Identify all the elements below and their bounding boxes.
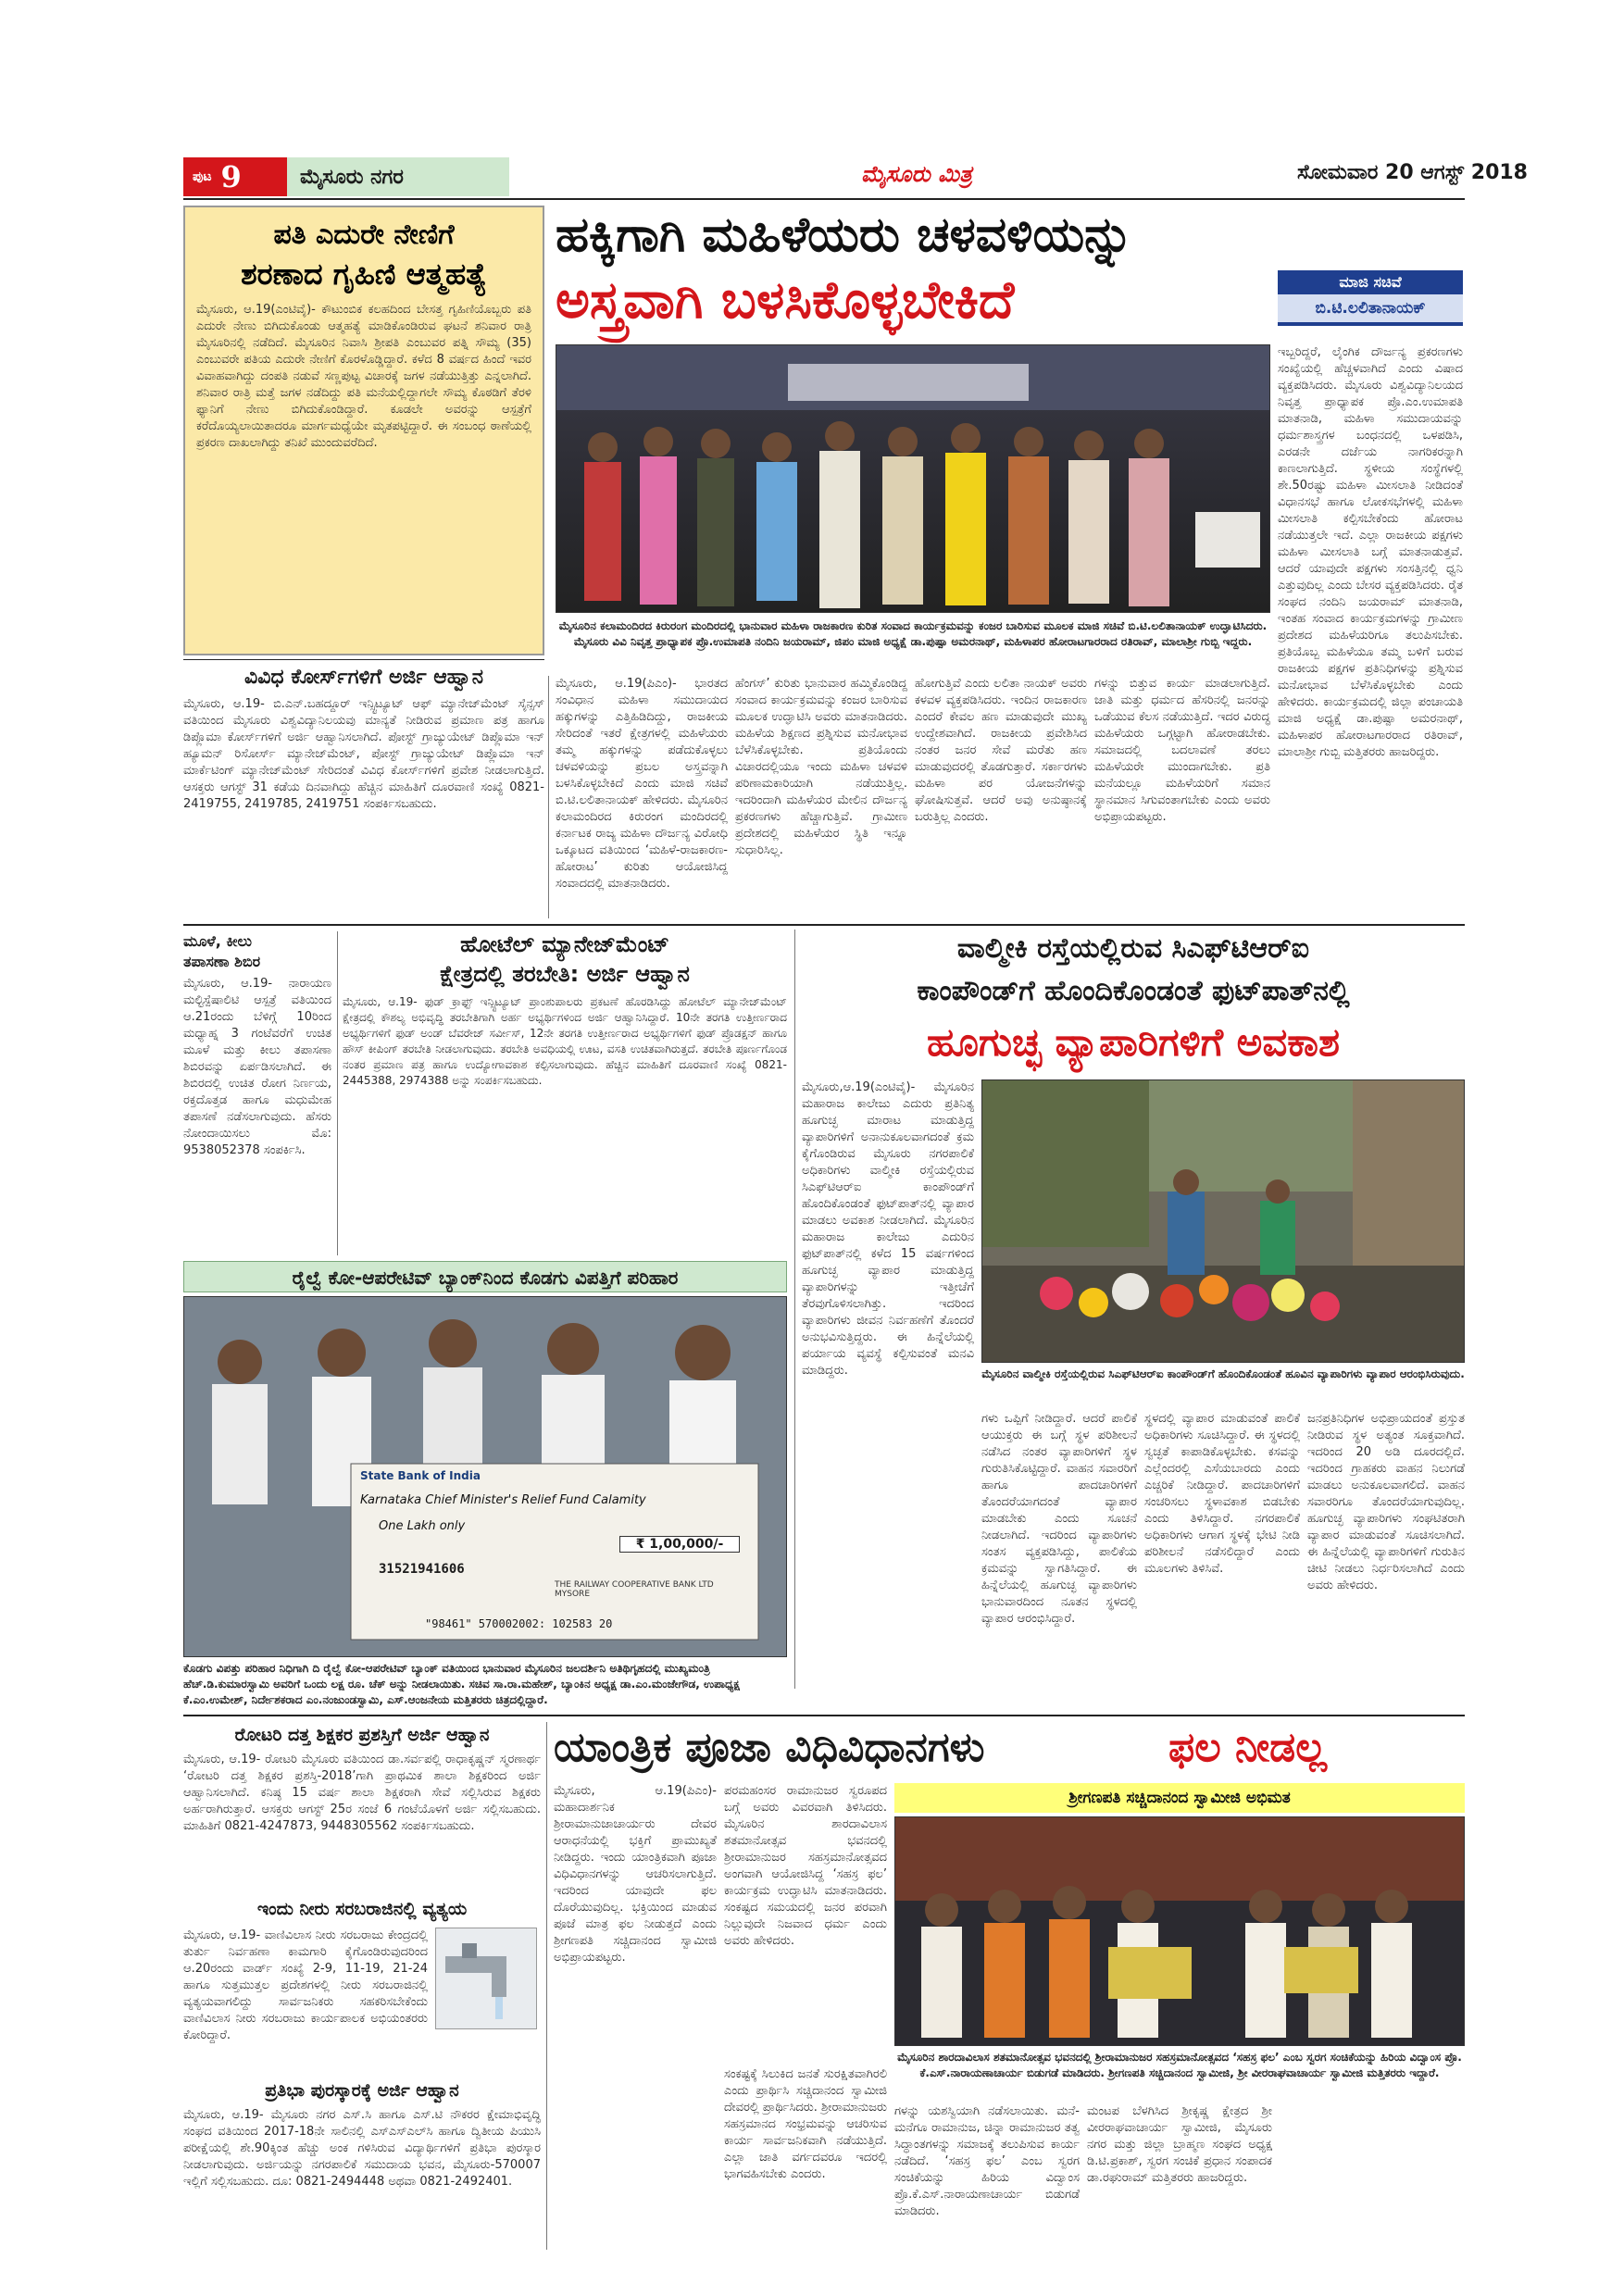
main-story-col-4: ಗಳನ್ನು ಬಿತ್ತುವ ಕಾರ್ಯ ಮಾಡಲಾಗುತ್ತಿದೆ. ಜಾತಿ ಮತ್ತು ಧರ್ಮದ ಹೆಸರಿನಲ್ಲಿ ಜನರನ್ನು ಒಡೆಯುವ ಕೆಲಸ ನಡೆಯುತ್ತಿದೆ. ಇದರ ವಿರುದ್ಧ ಮಹಿಳೆಯರು ಒಗ್ಗಟ್ಟಾಗಿ ಹೋರಾಡಬೇಕು. ಸಮಾಜದಲ್ಲಿ ಬದಲಾವಣೆ ತರಲು ಮಹಿಳೆಯರೇ ಮುಂದಾಗಬೇಕು. ಪ್ರತಿ ಮನೆಯಲ್ಲೂ ಮಹಿಳೆಯರಿಗೆ ಸಮಾನ ಸ್ಥಾನಮಾನ ಸಿಗುವಂತಾಗಬೇಕು ಎಂದು ಅವರು ಅಭಿಪ್ರಾಯಪಟ್ಟರು. — [1094, 677, 1270, 824]
footpath-col-0-cont — [802, 1565, 974, 1689]
cheque-payee: Karnataka Chief Minister's Relief Fund Calamity — [360, 1493, 646, 1507]
pratibha-headline: ಪ್ರತಿಭಾ ಪುರಸ್ಕಾರಕ್ಕೆ ಅರ್ಜಿ ಆಹ್ವಾನ — [265, 2080, 459, 2101]
hotel-headline-2: ಕ್ಷೇತ್ರದಲ್ಲಿ ತರಬೇತಿ: ಅರ್ಜಿ ಆಹ್ವಾನ — [440, 961, 690, 987]
railway-headline: ರೈಲ್ವೆ ಕೋ-ಆಪರೇಟಿವ್ ಬ್ಯಾಂಕ್‌ನಿಂದ ಕೊಡಗು ವಿಪತ್ತಿಗೆ ಪರಿಹಾರ — [292, 1267, 679, 1289]
pooja-divider — [546, 1722, 547, 2250]
cheque-drawer: THE RAILWAY COOPERATIVE BANK LTD MYSORE — [555, 1580, 714, 1599]
cheque-handover-photo — [183, 1296, 787, 1657]
main-story-col-3: ಹೋಗುತ್ತಿವೆ ಎಂದು ಲಲಿತಾ ನಾಯಕ್ ಅವರು ಕಳವಳ ವ್ಯಕ್ತಪಡಿಸಿದರು. ಇಂದಿನ ರಾಜಕಾರಣ ಎಂದರೆ ಕೇವಲ ಹಣ ಮಾಡುವುದೇ ಮುಖ್ಯ ಉದ್ದೇಶವಾಗಿದೆ. ರಾಜಕೀಯ ಪ್ರವೇಶಿಸಿದ ನಂತರ ಜನರ ಸೇವೆ ಮರೆತು ಹಣ ಮಾಡುವುದರಲ್ಲಿ ತೊಡಗುತ್ತಾರೆ. ಸರ್ಕಾರಗಳು ಮಹಿಳಾ ಪರ ಯೋಜನೆಗಳನ್ನು ಘೋಷಿಸುತ್ತವೆ. ಆದರೆ ಅವು ಅನುಷ್ಠಾನಕ್ಕೆ ಬರುತ್ತಿಲ್ಲ ಎಂದರು. — [915, 677, 1087, 824]
rotary-body: ಮೈಸೂರು, ಆ.19- ರೋಟರಿ ಮೈಸೂರು ವತಿಯಿಂದ ಡಾ.ಸರ್ವಪಲ್ಲಿ ರಾಧಾಕೃಷ್ಣನ್ ಸ್ಮರಣಾರ್ಥ ‘ರೋಟರಿ ದತ್ತ ಶಿಕ್ಷಕರ ಪ್ರಶಸ್ತಿ-2018’ಗಾಗಿ ಪ್ರಾಥಮಿಕ ಶಾಲಾ ಶಿಕ್ಷಕರಿಂದ ಅರ್ಜಿ ಆಹ್ವಾನಿಸಲಾಗಿದೆ. ಕನಿಷ್ಠ 15 ವರ್ಷ ಶಾಲಾ ಶಿಕ್ಷಕರಾಗಿ ಸೇವೆ ಸಲ್ಲಿಸಿರುವ ಶಿಕ್ಷಕರು ಅರ್ಹರಾಗಿರುತ್ತಾರೆ. ಆಸಕ್ತರು ಆಗಸ್ಟ್ 25ರ ಸಂಜೆ 6 ಗಂಟೆಯೊಳಗೆ ಅರ್ಜಿ ಸಲ್ಲಿಸಬಹುದು. ಮಾಹಿತಿಗೆ 0821-4247873, 9448305562 ಸಂಪರ್ಕಿಸಬಹುದು. — [183, 1753, 541, 1833]
page-label: ಪುಟ — [193, 169, 212, 184]
pooja-bottom-col-3: ಮಂಟಪ ಬೆಳಗಿಸಿದ ಶ್ರೀಕೃಷ್ಣ ಕ್ಷೇತ್ರದ ಶ್ರೀ ವೀರರಾಘವಾಚಾರ್ಯ ಸ್ವಾಮೀಜಿ, ಮೈಸೂರು ನಗರ ಮತ್ತು ಜಿಲ್ಲಾ ಬ್ರಾಹ್ಮಣ ಸಂಘದ ಅಧ್ಯಕ್ಷ ಡಿ.ಟಿ.ಪ್ರಕಾಶ್, ಸ್ವರಗ ಸಂಚಿಕೆ ಪ್ರಧಾನ ಸಂಪಾದಕ ಡಾ.ರಘುರಾಮ್ ಮತ್ತಿತರರು ಹಾಜರಿದ್ದರು. — [1087, 2104, 1272, 2185]
cheque-bank: State Bank of India — [360, 1469, 481, 1482]
women-group-illustration — [556, 345, 1270, 613]
pooja-headline-2: ಫಲ ನೀಡಲ್ಲ — [1168, 1724, 1327, 1771]
main-story-right-col: ಇಬ್ಬರಿದ್ದರೆ, ಲೈಂಗಿಕ ದೌರ್ಜನ್ಯ ಪ್ರಕರಣಗಳು ಸಂಖ್ಯೆಯಲ್ಲಿ ಹೆಚ್ಚಳವಾಗಿದೆ ಎಂದು ವಿಷಾದ ವ್ಯಕ್ತಪಡಿಸಿದರು. ಮೈಸೂರು ವಿಶ್ವವಿದ್ಯಾನಿಲಯದ ನಿವೃತ್ತ ಪ್ರಾಧ್ಯಾಪಕ ಪ್ರೊ.ಎಂ.ಉಮಾಪತಿ ಮಾತನಾಡಿ, ಮಹಿಳಾ ಸಮುದಾಯವನ್ನು ಧರ್ಮಶಾಸ್ತ್ರಗಳ ಬಂಧನದಲ್ಲಿ ಒಳಪಡಿಸಿ, ಎರಡನೇ ದರ್ಜೆಯ ನಾಗರಿಕರನ್ನಾಗಿ ಕಾಣಲಾಗುತ್ತಿದೆ. ಸ್ಥಳೀಯ ಸಂಸ್ಥೆಗಳಲ್ಲಿ ಶೇ.50ರಷ್ಟು ಮಹಿಳಾ ಮೀಸಲಾತಿ ನೀಡಿದಂತೆ ವಿಧಾನಸಭೆ ಹಾಗೂ ಲೋಕಸಭೆಗಳಲ್ಲಿ ಮಹಿಳಾ ಮೀಸಲಾತಿ ಕಲ್ಪಿಸಬೇಕೆಂದು ಹೋರಾಟ ನಡೆಯುತ್ತಲೇ ಇದೆ. ಎಲ್ಲಾ ರಾಜಕೀಯ ಪಕ್ಷಗಳು ಮಹಿಳಾ ಮೀಸಲಾತಿ ಬಗ್ಗೆ ಮಾತನಾಡುತ್ತವೆ. ಆದರೆ ಯಾವುದೇ ಪಕ್ಷಗಳು ಸಂಸತ್ತಿನಲ್ಲಿ ಧ್ವನಿ ಎತ್ತುವುದಿಲ್ಲ ಎಂದು ಬೇಸರ ವ್ಯಕ್ತಪಡಿಸಿದರು. ರೈತ ಸಂಘದ ನಂದಿನಿ ಜಯರಾಮ್ ಮಾತನಾಡಿ, ಇಂತಹ ಸಂವಾದ ಕಾರ್ಯಕ್ರಮಗಳನ್ನು ಗ್ರಾಮೀಣ ಪ್ರದೇಶದ ಮಹಿಳೆಯರಿಗೂ ತಲುಪಿಸಬೇಕು. ಪ್ರತಿಯೊಬ್ಬ ಮಹಿಳೆಯೂ ತಮ್ಮ ಬಳಿಗೆ ಬರುವ ರಾಜಕೀಯ ಪಕ್ಷಗಳ ಪ್ರತಿನಿಧಿಗಳನ್ನು ಪ್ರಶ್ನಿಸುವ ಮನೋಭಾವ ಬೆಳೆಸಿಕೊಳ್ಳಬೇಕು ಎಂದು ಹೇಳಿದರು. ಕಾರ್ಯಕ್ರಮದಲ್ಲಿ ಜಿಲ್ಲಾ ಪಂಚಾಯತಿ ಮಾಜಿ ಅಧ್ಯಕ್ಷೆ ಡಾ.ಪುಷ್ಪಾ ಅಮರನಾಥ್, ಮಹಿಳಾಪರ ಹೋರಾಟಗಾರರಾದ ರತಿರಾವ್, ಮಾಲಾಶ್ರೀ ಗುಬ್ಬಿ ಮತ್ತಿತರರು ಹಾಜರಿದ್ದರು. — [1278, 345, 1463, 759]
flower-vendors-caption: ಮೈಸೂರಿನ ವಾಲ್ಮೀಕಿ ರಸ್ತೆಯಲ್ಲಿರುವ ಸಿಎಫ್‌ಟಿಆರ್‌ಐ ಕಾಂಪೌಂಡ್‌ಗೆ ಹೊಂದಿಕೊಂಡಂತೆ ಹೂವಿನ ವ್ಯಾಪಾರಿಗಳು ವ್ಯಾಪಾರ ಆರಂಭಿಸಿರುವುದು. — [981, 1367, 1465, 1380]
rotary-headline: ರೋಟರಿ ದತ್ತ ಶಿಕ್ಷಕರ ಪ್ರಶಸ್ತಿಗೆ ಅರ್ಜಿ ಆಹ್ವಾನ — [234, 1725, 490, 1745]
suicide-story-box — [183, 206, 544, 655]
courses-body: ಮೈಸೂರು, ಆ.19- ಬಿ.ಎನ್.ಬಹದ್ದೂರ್ ಇನ್ಸ್ಟಿಟ್ಯೂಟ್ ಆಫ್ ಮ್ಯಾನೇಜ್‌ಮೆಂಟ್ ಸೈನ್ಸಸ್ ವತಿಯಿಂದ ಮೈಸೂರು ವಿಶ್ವವಿದ್ಯಾನಿಲಯವು ಮಾನ್ಯತೆ ನೀಡಿರುವ ಪ್ರಮಾಣ ಪತ್ರ ಹಾಗೂ ಡಿಪ್ಲೊಮಾ ಕೋರ್ಸ್‌ಗಳಿಗೆ ಅರ್ಜಿ ಆಹ್ವಾನಿಸಲಾಗಿದೆ. ಪೋಸ್ಟ್ ಗ್ರಾಜ್ಯುಯೇಟ್ ಡಿಪ್ಲೊಮಾ ಇನ್ ಹ್ಯೂಮನ್ ರಿಸೋರ್ಸ್ ಮ್ಯಾನೇಜ್‌ಮೆಂಟ್, ಪೋಸ್ಟ್ ಗ್ರಾಜ್ಯುಯೇಟ್ ಡಿಪ್ಲೊಮಾ ಇನ್ ಮಾರ್ಕೆಟಿಂಗ್ ಮ್ಯಾನೇಜ್‌ಮೆಂಟ್ ಸೇರಿದಂತೆ ವಿವಿಧ ಕೋರ್ಸ್‌ಗಳಿಗೆ ಪ್ರವೇಶ ನೀಡಲಾಗುತ್ತಿದೆ. ಆಸಕ್ತರು ಆಗಸ್ಟ್ 31 ಕಡೆಯ ದಿನವಾಗಿದ್ದು ಹೆಚ್ಚಿನ ಮಾಹಿತಿಗೆ ದೂರವಾಣಿ ಸಂಖ್ಯೆ 0821-2419755, 2419785, 2419751 ಸಂಪರ್ಕಿಸಬಹುದು. — [183, 697, 544, 811]
cheque-account: 31521941606 — [379, 1562, 465, 1577]
water-headline: ಇಂದು ನೀರು ಸರಬರಾಜಿನಲ್ಲಿ ವ್ಯತ್ಯಯ — [256, 1899, 468, 1919]
suicide-headline-2: ಶರಣಾದ ಗೃಹಿಣಿ ಆತ್ಮಹತ್ಯೆ — [241, 256, 487, 292]
pratibha-body: ಮೈಸೂರು, ಆ.19- ಮೈಸೂರು ನಗರ ಎಸ್.ಸಿ ಹಾಗೂ ಎಸ್.ಟಿ ನೌಕರರ ಕ್ಷೇಮಾಭಿವೃದ್ಧಿ ಸಂಘದ ವತಿಯಿಂದ 2017-18ನೇ ಸಾಲಿನಲ್ಲಿ ಎಸ್‌ಎಸ್‌ಎಲ್‌ಸಿ ಹಾಗೂ ದ್ವಿತೀಯ ಪಿಯುಸಿ ಪರೀಕ್ಷೆಯಲ್ಲಿ ಶೇ.90ಕ್ಕಿಂತ ಹೆಚ್ಚು ಅಂಕ ಗಳಿಸಿರುವ ವಿದ್ಯಾರ್ಥಿಗಳಿಗೆ ಪ್ರತಿಭಾ ಪುರಸ್ಕಾರ ನೀಡಲಾಗುವುದು. ಅರ್ಜಿಯನ್ನು ನಗರಪಾಲಿಕೆ ಸಮುದಾಯ ಭವನ, ಮೈಸೂರು-570007 ಇಲ್ಲಿಗೆ ಸಲ್ಲಿಸಬಹುದು. ದೂ: 0821-2494448 ಅಥವಾ 0821-2492401. — [183, 2108, 541, 2189]
flower-vendors-photo — [981, 1079, 1465, 1363]
pooja-col-1: ಮೈಸೂರು, ಆ.19(ಪಿಎಂ)- ಮಹಾದಾರ್ಶನಿಕ ಶ್ರೀರಾಮಾನುಜಾಚಾರ್ಯರು ದೇವರ ಆರಾಧನೆಯಲ್ಲಿ ಭಕ್ತಿಗೆ ಪ್ರಾಮುಖ್ಯತೆ ನೀಡಿದ್ದರು. ಇಂದು ಯಾಂತ್ರಿಕವಾಗಿ ಪೂಜಾ ವಿಧಿವಿಧಾನಗಳನ್ನು ಆಚರಿಸಲಾಗುತ್ತಿದೆ. ಇದರಿಂದ ಯಾವುದೇ ಫಲ ದೊರೆಯುವುದಿಲ್ಲ. ಭಕ್ತಿಯಿಂದ ಮಾಡುವ ಪೂಜೆ ಮಾತ್ರ ಫಲ ನೀಡುತ್ತದೆ ಎಂದು ಶ್ರೀಗಣಪತಿ ಸಚ್ಚಿದಾನಂದ ಸ್ವಾಮೀಜಿ ಅಭಿಪ್ರಾಯಪಟ್ಟರು. — [554, 1784, 717, 1965]
women-event-photo — [556, 344, 1270, 613]
issue-date: ಸೋಮವಾರ 20 ಆಗಸ್ಟ್ 2018 — [1296, 161, 1528, 184]
pooja-subhead-bar — [894, 1783, 1465, 1813]
masthead-rule — [183, 198, 1465, 200]
paper-name: ಮೈಸೂರು ಮಿತ್ರ — [861, 161, 972, 187]
camp-headline-2: ತಪಾಸಣಾ ಶಿಬಿರ — [183, 953, 261, 970]
cheque-micr: "98461" 570002002: 102583 20 — [425, 1617, 613, 1630]
water-body: ಮೈಸೂರು, ಆ.19- ವಾಣಿವಿಲಾಸ ನೀರು ಸರಬರಾಜು ಕೇಂದ್ರದಲ್ಲಿ ತುರ್ತು ನಿರ್ವಹಣಾ ಕಾಮಗಾರಿ ಕೈಗೊಂಡಿರುವುದರಿಂದ ಆ.20ರಂದು ವಾರ್ಡ್ ಸಂಖ್ಯೆ 2-9, 11-19, 21-24 ಹಾಗೂ ಸುತ್ತಮುತ್ತಲ ಪ್ರದೇಶಗಳಲ್ಲಿ ನೀರು ಸರಬರಾಜಿನಲ್ಲಿ ವ್ಯತ್ಯಯವಾಗಲಿದ್ದು ಸಾರ್ವಜನಿಕರು ಸಹಕರಿಸಬೇಕೆಂದು ವಾಣಿವಿಲಾಸ ನೀರು ಸರಬರಾಜು ಕಾರ್ಯಪಾಲಕ ಅಭಿಯಂತರರು ಕೋರಿದ್ದಾರೆ. — [183, 1928, 428, 2042]
camp-divider — [337, 931, 338, 1255]
cheque-amount: ₹ 1,00,000/- — [619, 1536, 740, 1553]
flower-stall-illustration — [982, 1080, 1465, 1363]
footpath-col-1: ಗಳು ಒಪ್ಪಿಗೆ ನೀಡಿದ್ದಾರೆ. ಆದರೆ ಪಾಲಿಕೆ ಆಯುಕ್ತರು ಈ ಬಗ್ಗೆ ಸ್ಥಳ ಪರಿಶೀಲನೆ ನಡೆಸಿದ ನಂತರ ವ್ಯಾಪಾರಿಗಳಿಗೆ ಸ್ಥಳ ಗುರುತಿಸಿಕೊಟ್ಟಿದ್ದಾರೆ. ವಾಹನ ಸವಾರರಿಗೆ ಹಾಗೂ ಪಾದಚಾರಿಗಳಿಗೆ ತೊಂದರೆಯಾಗದಂತೆ ವ್ಯಾಪಾರ ಮಾಡಬೇಕು ಎಂದು ಸೂಚನೆ ನೀಡಲಾಗಿದೆ. ಇದರಿಂದ ವ್ಯಾಪಾರಿಗಳು ಸಂತಸ ವ್ಯಕ್ತಪಡಿಸಿದ್ದು, ಪಾಲಿಕೆಯ ಕ್ರಮವನ್ನು ಸ್ವಾಗತಿಸಿದ್ದಾರೆ. ಈ ಹಿನ್ನೆಲೆಯಲ್ಲಿ ಹೂಗುಚ್ಛ ವ್ಯಾಪಾರಿಗಳು ಭಾನುವಾರದಿಂದ ನೂತನ ಸ್ಥಳದಲ್ಲಿ ವ್ಯಾಪಾರ ಆರಂಭಿಸಿದ್ದಾರೆ. — [981, 1412, 1137, 1626]
footpath-headline-2: ಕಾಂಪೌಂಡ್‌ಗೆ ಹೊಂದಿಕೊಂಡಂತೆ ಫುಟ್‌ಪಾತ್‌ನಲ್ಲಿ — [917, 975, 1350, 1007]
section-rule-2 — [183, 1715, 1465, 1716]
footpath-headline-3: ಹೂಗುಚ್ಛ ವ್ಯಾಪಾರಿಗಳಿಗೆ ಅವಕಾಶ — [926, 1019, 1341, 1065]
footpath-divider — [794, 930, 795, 1689]
railway-headline-bar — [183, 1261, 787, 1292]
footpath-col-2: ಸ್ಥಳದಲ್ಲಿ ವ್ಯಾಪಾರ ಮಾಡುವಂತೆ ಪಾಲಿಕೆ ಅಧಿಕಾರಿಗಳು ಸೂಚಿಸಿದ್ದಾರೆ. ಈ ಸ್ಥಳದಲ್ಲಿ ಸ್ವಚ್ಛತೆ ಕಾಪಾಡಿಕೊಳ್ಳಬೇಕು. ಕಸವನ್ನು ಎಲ್ಲೆಂದರಲ್ಲಿ ಎಸೆಯಬಾರದು ಎಂದು ಎಚ್ಚರಿಕೆ ನೀಡಿದ್ದಾರೆ. ಪಾದಚಾರಿಗಳಿಗೆ ಸಂಚರಿಸಲು ಸ್ಥಳಾವಕಾಶ ಬಿಡಬೇಕು ಎಂದು ತಿಳಿಸಿದ್ದಾರೆ. ನಗರಪಾಲಿಕೆ ಅಧಿಕಾರಿಗಳು ಆಗಾಗ ಸ್ಥಳಕ್ಕೆ ಭೇಟಿ ನೀಡಿ ಪರಿಶೀಲನೆ ನಡೆಸಲಿದ್ದಾರೆ ಎಂದು ಮೂಲಗಳು ತಿಳಿಸಿವೆ. — [1144, 1412, 1300, 1576]
footpath-headline-1: ವಾಲ್ಮೀಕಿ ರಸ್ತೆಯಲ್ಲಿರುವ ಸಿಎಫ್‌ಟಿಆರ್‌ಐ — [956, 932, 1310, 965]
pooja-col-2: ಪರಮಹಂಸರ ರಾಮಾನುಜರ ಸ್ವರೂಪದ ಬಗ್ಗೆ ಅವರು ವಿವರವಾಗಿ ತಿಳಿಸಿದರು. ಮೈಸೂರಿನ ಶಾರದಾವಿಲಾಸ ಶತಮಾನೋತ್ಸವ ಭವನದಲ್ಲಿ ಶ್ರೀರಾಮಾನುಜರ ಸಹಸ್ರಮಾನೋತ್ಸವದ ಅಂಗವಾಗಿ ಆಯೋಜಿಸಿದ್ದ ‘ಸಹಸ್ರ ಫಲ’ ಕಾರ್ಯಕ್ರಮ ಉದ್ಘಾಟಿಸಿ ಮಾತನಾಡಿದರು. ಸಂಕಷ್ಟದ ಸಮಯದಲ್ಲಿ ಜನರ ಪರವಾಗಿ ನಿಲ್ಲುವುದೇ ನಿಜವಾದ ಧರ್ಮ ಎಂದು ಅವರು ಹೇಳಿದರು. — [724, 1784, 887, 1948]
pooja-bottom-col-4 — [1280, 2103, 1465, 2246]
camp-body: ಮೈಸೂರು, ಆ.19- ನಾರಾಯಣ ಮಲ್ಟಿಸ್ಪೆಷಾಲಿಟಿ ಆಸ್ಪತ್ರೆ ವತಿಯಿಂದ ಆ.21ರಂದು ಬೆಳಿಗ್ಗೆ 10ರಿಂದ ಮಧ್ಯಾಹ್ನ 3 ಗಂಟೆವರೆಗೆ ಉಚಿತ ಮೂಳೆ ಮತ್ತು ಕೀಲು ತಪಾಸಣಾ ಶಿಬಿರವನ್ನು ಏರ್ಪಡಿಸಲಾಗಿದೆ. ಈ ಶಿಬಿರದಲ್ಲಿ ಉಚಿತ ರೋಗ ನಿರ್ಣಯ, ರಕ್ತದೊತ್ತಡ ಹಾಗೂ ಮಧುಮೇಹ ತಪಾಸಣೆ ನಡೆಸಲಾಗುವುದು. ಹೆಸರು ನೋಂದಾಯಿಸಲು ಮೊ: 9538052378 ಸಂಪರ್ಕಿಸಿ. — [183, 977, 331, 1157]
hotel-body: ಮೈಸೂರು, ಆ.19- ಫುಡ್ ಕ್ರಾಫ್ಟ್ ಇನ್ಸ್ಟಿಟ್ಯೂಟ್ ಪ್ರಾಂಶುಪಾಲರು ಪ್ರಕಟಣೆ ಹೊರಡಿಸಿದ್ದು ಹೋಟೆಲ್ ಮ್ಯಾನೇಜ್‌ಮೆಂಟ್ ಕ್ಷೇತ್ರದಲ್ಲಿ ಕೌಶಲ್ಯ ಅಭಿವೃದ್ಧಿ ತರಬೇತಿಗಾಗಿ ಅರ್ಹ ಅಭ್ಯರ್ಥಿಗಳಿಂದ ಅರ್ಜಿ ಆಹ್ವಾನಿಸಿದ್ದಾರೆ. 10ನೇ ತರಗತಿ ಉತ್ತೀರ್ಣರಾದ ಅಭ್ಯರ್ಥಿಗಳಿಗೆ ಫುಡ್ ಅಂಡ್ ಬೆವರೇಜ್ ಸರ್ವೀಸ್, 12ನೇ ತರಗತಿ ಉತ್ತೀರ್ಣರಾದ ಅಭ್ಯರ್ಥಿಗಳಿಗೆ ಫುಡ್ ಪ್ರೊಡಕ್ಷನ್ ಹಾಗೂ ಹೌಸ್ ಕೀಪಿಂಗ್ ತರಬೇತಿ ನೀಡಲಾಗುವುದು. ತರಬೇತಿ ಅವಧಿಯಲ್ಲಿ ಊಟ, ವಸತಿ ಉಚಿತವಾಗಿರುತ್ತದೆ. ತರಬೇತಿ ಪೂರ್ಣಗೊಂಡ ನಂತರ ಪ್ರಮಾಣ ಪತ್ರ ಹಾಗೂ ಉದ್ಯೋಗಾವಕಾಶ ಕಲ್ಪಿಸಲಾಗುವುದು. ಹೆಚ್ಚಿನ ಮಾಹಿತಿಗೆ ದೂರವಾಣಿ ಸಂಖ್ಯೆ 0821-2445388, 2974388 ಅನ್ನು ಸಂಪರ್ಕಿಸಬಹುದು. — [343, 995, 787, 1087]
section-rule-1 — [183, 924, 1465, 926]
main-story-col-2: ಹೆಂಗಸ್’ ಕುರಿತು ಭಾನುವಾರ ಹಮ್ಮಿಕೊಂಡಿದ್ದ ಸಂವಾದ ಕಾರ್ಯಕ್ರಮವನ್ನು ಕಂಜರ ಬಾರಿಸುವ ಮೂಲಕ ಉದ್ಘಾಟಿಸಿ ಅವರು ಮಾತನಾಡಿದರು. ಮಹಿಳೆಯ ಶಿಕ್ಷಣದ ಪ್ರಶ್ನಿಸುವ ಮನೋಭಾವ ಬೆಳೆಸಿಕೊಳ್ಳಬೇಕು. ಪ್ರತಿಯೊಂದು ವಿಚಾರದಲ್ಲಿಯೂ ಇಂದು ಮಹಿಳಾ ಚಳವಳಿ ಪರಿಣಾಮಕಾರಿಯಾಗಿ ನಡೆಯುತ್ತಿಲ್ಲ. ಇದರಿಂದಾಗಿ ಮಹಿಳೆಯರ ಮೇಲಿನ ದೌರ್ಜನ್ಯ ಪ್ರಕರಣಗಳು ಹೆಚ್ಚಾಗುತ್ತಿವೆ. ಗ್ರಾಮೀಣ ಪ್ರದೇಶದಲ್ಲಿ ಮಹಿಳೆಯರ ಸ್ಥಿತಿ ಇನ್ನೂ ಸುಧಾರಿಸಿಲ್ಲ. — [735, 677, 907, 857]
byline-name: ಬಿ.ಟಿ.ಲಲಿತಾನಾಯಕ್ — [1278, 294, 1463, 322]
pooja-bottom-col-1: ಸಂಕಷ್ಟಕ್ಕೆ ಸಿಲುಕಿದ ಜನತೆ ಸುರಕ್ಷಿತವಾಗಿರಲಿ ಎಂದು ಪ್ರಾರ್ಥಿಸಿ ಸಚ್ಚಿದಾನಂದ ಸ್ವಾಮೀಜಿ ದೇವರಲ್ಲಿ ಪ್ರಾರ್ಥಿಸಿದರು. ಶ್ರೀರಾಮಾನುಜರು ಸಹಸ್ರಮಾನದ ಸಂಭ್ರಮವನ್ನು ಆಚರಿಸುವ ಕಾರ್ಯ ಸಾರ್ವಜನಿಕವಾಗಿ ನಡೆಯುತ್ತಿದೆ. ಎಲ್ಲಾ ಜಾತಿ ವರ್ಗದವರೂ ಇದರಲ್ಲಿ ಭಾಗವಹಿಸಬೇಕು ಎಂದರು. — [724, 2067, 887, 2181]
cheque-amount-words: One Lakh only — [379, 1519, 466, 1533]
byline-title: ಮಾಜಿ ಸಚಿವೆ — [1339, 273, 1402, 291]
pooja-bottom-col-2: ಗಳನ್ನು ಯಶಸ್ವಿಯಾಗಿ ನಡೆಸಲಾಯಿತು. ಮನೆ-ಮನೆಗೂ ರಾಮಾನುಜ, ಚಿನ್ನಾ ರಾಮಾನುಜರ ತತ್ವ ಸಿದ್ಧಾಂತಗಳನ್ನು ಸಮಾಜಕ್ಕೆ ತಲುಪಿಸುವ ಕಾರ್ಯ ನಡೆದಿದೆ. ‘ಸಹಸ್ರ ಫಲ’ ಎಂಬ ಸ್ವರಗ ಸಂಚಿಕೆಯನ್ನು ಹಿರಿಯ ವಿದ್ವಾಂಸ ಪ್ರೊ.ಕೆ.ಎಸ್.ನಾರಾಯಣಾಚಾರ್ಯ ಬಿಡುಗಡೆ ಮಾಡಿದರು. — [894, 2104, 1080, 2218]
pooja-headline-1: ಯಾಂತ್ರಿಕ ಪೂಜಾ ವಿಧಿವಿಧಾನಗಳು — [554, 1724, 985, 1771]
footpath-col-3: ಜನಪ್ರತಿನಿಧಿಗಳ ಅಭಿಪ್ರಾಯದಂತೆ ಪ್ರಸ್ತುತ ನೀಡಿರುವ ಸ್ಥಳ ಅತ್ಯಂತ ಸೂಕ್ತವಾಗಿದೆ. ಇದರಿಂದ 20 ಅಡಿ ದೂರದಲ್ಲಿದೆ. ಇದರಿಂದ ಗ್ರಾಹಕರು ವಾಹನ ನಿಲುಗಡೆ ಮಾಡಲು ಅನುಕೂಲವಾಗಲಿದೆ. ವಾಹನ ಸವಾರರಿಗೂ ತೊಂದರೆಯಾಗುವುದಿಲ್ಲ. ಹೂಗುಚ್ಛ ವ್ಯಾಪಾರಿಗಳು ಸಂಘಟಿತರಾಗಿ ವ್ಯಾಪಾರ ಮಾಡುವಂತೆ ಸೂಚಿಸಲಾಗಿದೆ. ಈ ಹಿನ್ನೆಲೆಯಲ್ಲಿ ವ್ಯಾಪಾರಿಗಳಿಗೆ ಗುರುತಿನ ಚೀಟಿ ನೀಡಲು ನಿರ್ಧರಿಸಲಾಗಿದೆ ಎಂದು ಅವರು ಹೇಳಿದರು. — [1307, 1412, 1465, 1592]
sahasra-phala-photo — [894, 1816, 1465, 2046]
footpath-body-left: ಮೈಸೂರು,ಆ.19(ಎಂಟಿವೈ)- ಮೈಸೂರಿನ ಮಹಾರಾಜ ಕಾಲೇಜು ಎದುರು ಪ್ರತಿನಿತ್ಯ ಹೂಗುಚ್ಛ ಮಾರಾಟ ಮಾಡುತ್ತಿದ್ದ ವ್ಯಾಪಾರಿಗಳಿಗೆ ಅನಾನುಕೂಲವಾಗದಂತೆ ಕ್ರಮ ಕೈಗೊಂಡಿರುವ ಮೈಸೂರು ನಗರಪಾಲಿಕೆ ಅಧಿಕಾರಿಗಳು ವಾಲ್ಮೀಕಿ ರಸ್ತೆಯಲ್ಲಿರುವ ಸಿಎಫ್‌ಟಿಆರ್‌ಐ ಕಾಂಪೌಂಡ್‌ಗೆ ಹೊಂದಿಕೊಂಡಂತೆ ಫುಟ್‌ಪಾತ್‌ನಲ್ಲಿ ವ್ಯಾಪಾರ ಮಾಡಲು ಅವಕಾಶ ನೀಡಲಾಗಿದೆ. ಮೈಸೂರಿನ ಮಹಾರಾಜ ಕಾಲೇಜು ಎದುರಿನ ಫುಟ್‌ಪಾತ್‌ನಲ್ಲಿ ಕಳೆದ 15 ವರ್ಷಗಳಿಂದ ಹೂಗುಚ್ಛ ವ್ಯಾಪಾರ ಮಾಡುತ್ತಿದ್ದ ವ್ಯಾಪಾರಿಗಳನ್ನು ಇತ್ತೀಚೆಗೆ ತೆರವುಗೊಳಿಸಲಾಗಿತ್ತು. ಇದರಿಂದ ವ್ಯಾಪಾರಿಗಳು ಜೀವನ ನಿರ್ವಹಣೆಗೆ ತೊಂದರೆ ಅನುಭವಿಸುತ್ತಿದ್ದರು. ಈ ಹಿನ್ನೆಲೆಯಲ್ಲಿ ಪರ್ಯಾಯ ವ್ಯವಸ್ಥೆ ಕಲ್ಪಿಸುವಂತೆ ಮನವಿ ಮಾಡಿದ್ದರು. — [802, 1080, 974, 1378]
courses-top-rule — [183, 659, 544, 660]
cheque-photo-illustration — [184, 1297, 787, 1657]
main-story-col-1: ಮೈಸೂರು, ಆ.19(ಪಿಎಂ)- ಭಾರತದ ಸಂವಿಧಾನ ಮಹಿಳಾ ಸಮುದಾಯದ ಹಕ್ಕುಗಳನ್ನು ಎತ್ತಿಹಿಡಿದಿದ್ದು, ರಾಜಕೀಯ ಸೇರಿದಂತೆ ಇತರೆ ಕ್ಷೇತ್ರಗಳಲ್ಲಿ ಮಹಿಳೆಯರು ತಮ್ಮ ಹಕ್ಕುಗಳನ್ನು ಪಡೆದುಕೊಳ್ಳಲು ಚಳವಳಿಯನ್ನು ಪ್ರಬಲ ಅಸ್ತ್ರವನ್ನಾಗಿ ಬಳಸಿಕೊಳ್ಳಬೇಕಿದೆ ಎಂದು ಮಾಜಿ ಸಚಿವೆ ಬಿ.ಟಿ.ಲಲಿತಾನಾಯಕ್ ಹೇಳಿದರು. ಮೈಸೂರಿನ ಕಲಾಮಂದಿರದ ಕಿರುರಂಗ ಮಂದಿರದಲ್ಲಿ ಕರ್ನಾಟಕ ರಾಜ್ಯ ಮಹಿಳಾ ದೌರ್ಜನ್ಯ ವಿರೋಧಿ ಒಕ್ಕೂಟದ ವತಿಯಿಂದ ‘ಮಹಿಳೆ-ರಾಜಕಾರಣ-ಹೋರಾಟ’ ಕುರಿತು ಆಯೋಜಿಸಿದ್ದ ಸಂವಾದದಲ್ಲಿ ಮಾತನಾಡಿದರು. — [556, 677, 728, 891]
courses-headline: ವಿವಿಧ ಕೋರ್ಸ್‌ಗಳಿಗೆ ಅರ್ಜಿ ಆಹ್ವಾನ — [244, 666, 483, 689]
tap-icon — [435, 1928, 537, 2029]
main-headline-2: ಅಸ್ತ್ರವಾಗಿ ಬಳಸಿಕೊಳ್ಳಬೇಕಿದೆ — [556, 270, 1015, 331]
cheque-caption: ಕೊಡಗು ವಿಪತ್ತು ಪರಿಹಾರ ನಿಧಿಗಾಗಿ ದಿ ರೈಲ್ವೆ ಕೋ-ಆಪರೇಟಿವ್ ಬ್ಯಾಂಕ್ ವತಿಯಿಂದ ಭಾನುವಾರ ಮೈಸೂರಿನ ಜಲದರ್ಶಿನಿ ಅತಿಥಿಗೃಹದಲ್ಲಿ ಮುಖ್ಯಮಂತ್ರಿ ಹೆಚ್.ಡಿ.ಕುಮಾರಸ್ವಾಮಿ ಅವರಿಗೆ ಒಂದು ಲಕ್ಷ ರೂ. ಚೆಕ್ ಅನ್ನು ನೀಡಲಾಯಿತು. ಸಚಿವ ಸಾ.ರಾ.ಮಹೇಶ್, ಬ್ಯಾಂಕಿನ ಅಧ್ಯಕ್ಷ ಡಾ.ಎಂ.ಮಂಜೇಗೌಡ, ಉಪಾಧ್ಯಕ್ಷ ಕೆ.ಎಂ.ಉಮೇಶ್, ನಿರ್ದೇಶಕರಾದ ಎಂ.ನಂಜುಂಡಸ್ವಾಮಿ, ಎಸ್.ಆಂಜನೇಯ ಮತ್ತಿತರರು ಚಿತ್ರದಲ್ಲಿದ್ದಾರೆ. — [183, 1662, 740, 1706]
section-label: ಮೈಸೂರು ನಗರ — [287, 157, 509, 196]
swamiji-release-illustration — [895, 1817, 1465, 2046]
page-number: 9 — [220, 159, 242, 194]
camp-headline-1: ಮೂಳೆ, ಕೀಲು — [183, 932, 252, 950]
sahasra-phala-caption: ಮೈಸೂರಿನ ಶಾರದಾವಿಲಾಸ ಶತಮಾನೋತ್ಸವ ಭವನದಲ್ಲಿ ಶ್ರೀರಾಮಾನುಜರ ಸಹಸ್ರಮಾನೋತ್ಸವದ ‘ಸಹಸ್ರ ಫಲ’ ಎಂಬ ಸ್ವರಗ ಸಂಚಿಕೆಯನ್ನು ಹಿರಿಯ ವಿದ್ವಾಂಸ ಪ್ರೊ. ಕೆ.ಎಸ್.ನಾರಾಯಣಾಚಾರ್ಯ ಬಿಡುಗಡೆ ಮಾಡಿದರು. ಶ್ರೀಗಣಪತಿ ಸಚ್ಚಿದಾನಂದ ಸ್ವಾಮೀಜಿ, ಶ್ರೀ ವೀರರಾಘವಾಚಾರ್ಯ ಸ್ವಾಮೀಜಿ ಮತ್ತಿತರರು ಇದ್ದಾರೆ. — [897, 2051, 1462, 2079]
byline-box — [1278, 270, 1463, 326]
suicide-headline-1: ಪತಿ ಎದುರೇ ನೇಣಿಗೆ — [273, 218, 455, 251]
pooja-subhead: ಶ್ರೀಗಣಪತಿ ಸಚ್ಚಿದಾನಂದ ಸ್ವಾಮೀಜಿ ಅಭಿಮತ — [1068, 1789, 1291, 1807]
hotel-headline-1: ಹೋಟೆಲ್ ಮ್ಯಾನೇಜ್‌ಮೆಂಟ್ — [460, 931, 669, 957]
page-number-badge — [183, 157, 287, 196]
col-divider — [548, 676, 549, 918]
women-event-caption: ಮೈಸೂರಿನ ಕಲಾಮಂದಿರದ ಕಿರುರಂಗ ಮಂದಿರದಲ್ಲಿ ಭಾನುವಾರ ಮಹಿಳಾ ರಾಜಕಾರಣ ಕುರಿತ ಸಂವಾದ ಕಾರ್ಯಕ್ರಮವನ್ನು ಕಂಜರ ಬಾರಿಸುವ ಮೂಲಕ ಮಾಜಿ ಸಚಿವೆ ಬಿ.ಟಿ.ಲಲಿತಾನಾಯಕ್ ಉದ್ಘಾಟಿಸಿದರು. ಮೈಸೂರು ವಿವಿ ನಿವೃತ್ತ ಪ್ರಾಧ್ಯಾಪಕ ಪ್ರೊ.ಉಮಾಪತಿ ನಂದಿನಿ ಜಯರಾಮ್, ಜಿಪಂ ಮಾಜಿ ಅಧ್ಯಕ್ಷೆ ಡಾ.ಪುಷ್ಪಾ ಅಮರನಾಥ್, ಮಹಿಳಾಪರ ಹೋರಾಟಗಾರರಾದ ರತಿರಾವ್, ಮಾಲಾಶ್ರೀ ಗುಬ್ಬಿ ಇದ್ದರು. — [558, 619, 1268, 648]
main-headline-1: ಹಕ್ಕಿಗಾಗಿ ಮಹಿಳೆಯರು ಚಳವಳಿಯನ್ನು — [556, 207, 1133, 263]
suicide-body: ಮೈಸೂರು, ಆ.19(ಎಂಟಿವೈ)- ಕೌಟುಂಬಿಕ ಕಲಹದಿಂದ ಬೇಸತ್ತ ಗೃಹಿಣಿಯೊಬ್ಬರು ಪತಿ ಎದುರೇ ನೇಣು ಬಿಗಿದುಕೊಂಡು ಆತ್ಮಹತ್ಯೆ ಮಾಡಿಕೊಂಡಿರುವ ಘಟನೆ ಶನಿವಾರ ರಾತ್ರಿ ಮೈಸೂರಿನಲ್ಲಿ ನಡೆದಿದೆ. ಮೈಸೂರಿನ ನಿವಾಸಿ ಶ್ರೀಪತಿ ಎಂಬುವರ ಪತ್ನಿ ಸೌಮ್ಯ (35) ಎಂಬುವರೇ ಪತಿಯ ಎದುರೇ ನೇಣಿಗೆ ಕೊರಳೊಡ್ಡಿದ್ದಾರೆ. ಕಳೆದ 8 ವರ್ಷದ ಹಿಂದೆ ಇವರ ವಿವಾಹವಾಗಿದ್ದು ದಂಪತಿ ನಡುವೆ ಸಣ್ಣಪುಟ್ಟ ವಿಚಾರಕ್ಕೆ ಜಗಳ ನಡೆಯುತ್ತಿತ್ತು ಎನ್ನಲಾಗಿದೆ. ಶನಿವಾರ ರಾತ್ರಿ ಮತ್ತೆ ಜಗಳ ನಡೆದಿದ್ದು ಪತಿ ಮನೆಯಲ್ಲಿದ್ದಾಗಲೇ ಸೌಮ್ಯ ಕೊಠಡಿಗೆ ತೆರಳಿ ಫ್ಯಾನಿಗೆ ನೇಣು ಬಿಗಿದುಕೊಂಡಿದ್ದಾರೆ. ಕೂಡಲೇ ಅವರನ್ನು ಆಸ್ಪತ್ರೆಗೆ ಕರೆದೊಯ್ಯಲಾಯಿತಾದರೂ ಮಾರ್ಗಮಧ್ಯೆಯೇ ಮೃತಪಟ್ಟಿದ್ದಾರೆ. ಈ ಸಂಬಂಧ ಠಾಣೆಯಲ್ಲಿ ಪ್ರಕರಣ ದಾಖಲಾಗಿದ್ದು ತನಿಖೆ ಮುಂದುವರೆದಿದೆ. — [196, 303, 531, 450]
